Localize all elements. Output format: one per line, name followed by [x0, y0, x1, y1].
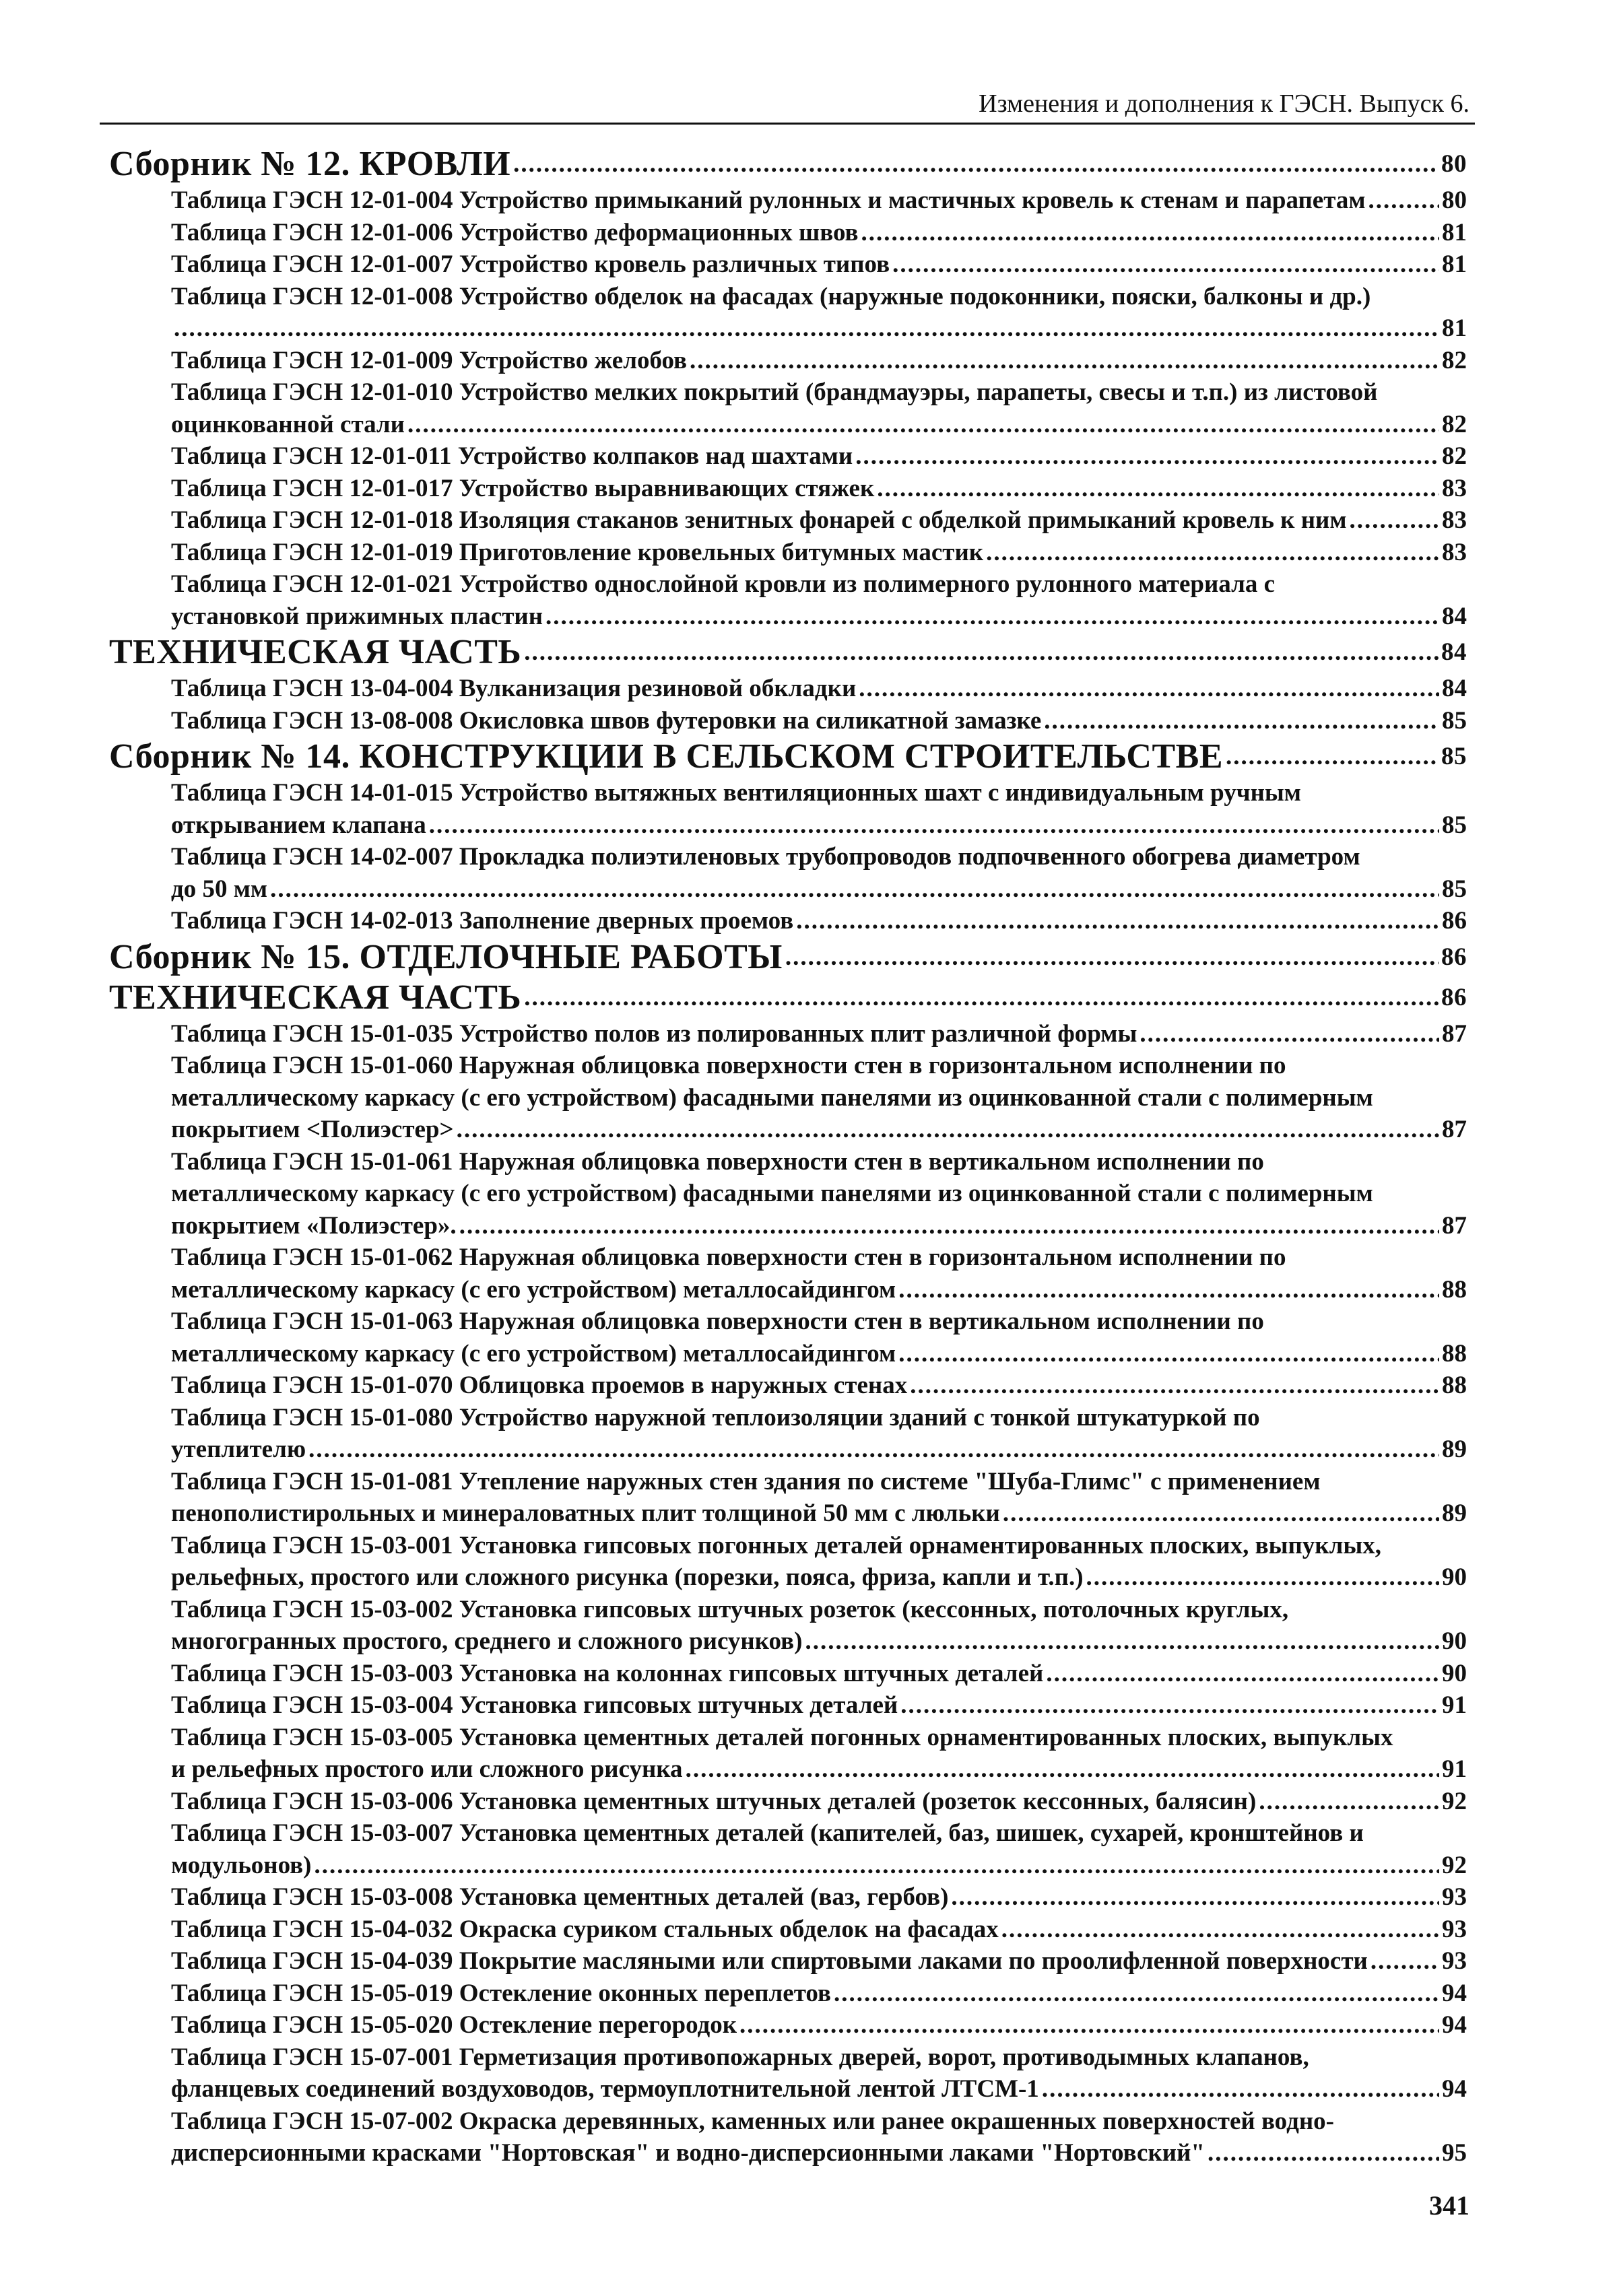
dot-leader — [1086, 1561, 1439, 1594]
toc-line-text: Таблица ГЭСН 12-01-019 Приготовление кровельных битумных мастик — [171, 538, 984, 566]
toc-page-number: 87 — [1442, 1116, 1467, 1143]
toc-line-text: Таблица ГЭСН 15-03-008 Установка цементных деталей (ваз, гербов) — [171, 1883, 949, 1911]
toc-entry — [109, 1594, 1467, 1658]
toc-line — [171, 345, 1467, 377]
toc-page-number: 91 — [1442, 1691, 1467, 1719]
toc-line — [171, 2009, 1467, 2041]
toc-page-number: 85 — [1442, 811, 1467, 839]
dot-leader — [892, 248, 1439, 281]
toc-line — [171, 905, 1467, 937]
toc-line — [171, 2105, 1467, 2138]
dot-leader — [457, 1114, 1439, 1146]
toc-line-text: оцинкованной стали — [171, 410, 405, 438]
toc-entry — [109, 905, 1467, 937]
toc-line-text: Таблица ГЭСН 15-04-039 Покрытие масляными или спиртовыми лаками по проолифленной поверхности — [171, 1947, 1368, 1975]
toc-line-text: Таблица ГЭСН 15-01-070 Облицовка проемов в наружных стенах — [171, 1372, 908, 1399]
toc-section-heading — [109, 737, 1467, 777]
toc-line — [171, 1050, 1467, 1082]
toc-line — [171, 1497, 1467, 1530]
toc-line — [171, 841, 1467, 873]
toc-page-number: 80 — [1442, 187, 1467, 214]
toc-entry — [109, 537, 1467, 569]
toc-line — [171, 2041, 1467, 2074]
dot-leader — [459, 1210, 1439, 1242]
toc-line — [171, 1914, 1467, 1946]
dot-leader — [1139, 1018, 1439, 1050]
toc-line-text: открыванием клапана — [171, 811, 426, 839]
toc-page-number: 93 — [1442, 1915, 1467, 1943]
toc-line — [171, 409, 1467, 441]
dot-leader — [524, 632, 1439, 673]
toc-page-number: 82 — [1442, 346, 1467, 374]
toc-page-number: 90 — [1442, 1627, 1467, 1655]
toc-line — [171, 537, 1467, 569]
toc-page-number: 90 — [1442, 1659, 1467, 1687]
toc-page-number: 88 — [1442, 1372, 1467, 1399]
toc-entry — [109, 1978, 1467, 2010]
toc-entry — [109, 1658, 1467, 1690]
toc-page-number: 82 — [1442, 442, 1467, 470]
dot-leader — [308, 1433, 1439, 1466]
toc-line-text: Таблица ГЭСН 12-01-006 Устройство деформационных швов — [171, 218, 859, 246]
dot-leader — [898, 1338, 1439, 1370]
toc-entry — [109, 345, 1467, 377]
dot-leader — [861, 217, 1439, 249]
dot-leader — [739, 2009, 1439, 2041]
toc-line — [109, 978, 1467, 1018]
toc-line — [171, 504, 1467, 537]
toc-page-number: 83 — [1442, 506, 1467, 534]
toc-line-text: Таблица ГЭСН 12-01-007 Устройство кровель различных типов — [171, 250, 890, 278]
toc-page-number: 90 — [1442, 1563, 1467, 1591]
dot-leader — [834, 1978, 1439, 2010]
toc-line-text: Таблица ГЭСН 15-01-080 Устройство наружной теплоизоляции зданий с тонкой штукатуркой по — [171, 1403, 1260, 1431]
toc-entry — [109, 376, 1467, 440]
toc-entry — [109, 1242, 1467, 1306]
toc-line-text: ТЕХНИЧЕСКАЯ ЧАСТЬ — [109, 633, 522, 671]
table-of-contents — [109, 144, 1467, 2169]
toc-line — [171, 1178, 1467, 1210]
toc-line-text: Таблица ГЭСН 15-03-003 Установка на колоннах гипсовых штучных деталей — [171, 1659, 1044, 1687]
toc-line-text: Таблица ГЭСН 15-03-001 Установка гипсовых погонных деталей орнаментированных плоских, выпуклых, — [171, 1531, 1382, 1559]
dot-leader — [855, 440, 1439, 473]
toc-page-number: 86 — [1441, 943, 1467, 971]
toc-line — [171, 1817, 1467, 1850]
toc-line-text: металлическому каркасу (с его устройством) металлосайдингом — [171, 1339, 896, 1368]
dot-leader — [1226, 737, 1439, 777]
toc-page-number: 93 — [1442, 1883, 1467, 1911]
dot-leader — [951, 1881, 1439, 1914]
dot-leader — [524, 978, 1439, 1018]
dot-leader — [407, 409, 1439, 441]
toc-line-text: Таблица ГЭСН 15-01-081 Утепление наружных стен здания по системе "Шуба-Глимс" с применением — [171, 1467, 1321, 1495]
toc-line — [171, 1945, 1467, 1978]
toc-page-number: 84 — [1442, 675, 1467, 702]
dot-leader — [690, 345, 1439, 377]
toc-page-number: 84 — [1442, 602, 1467, 630]
toc-line-text: Сборник № 15. ОТДЕЛОЧНЫЕ РАБОТЫ — [109, 937, 783, 976]
toc-entry — [109, 1881, 1467, 1914]
dot-leader — [1368, 184, 1439, 217]
toc-line-text: Таблица ГЭСН 15-07-001 Герметизация противопожарных дверей, ворот, противодымных клапанов, — [171, 2043, 1309, 2071]
toc-line-text: рельефных, простого или сложного рисунка (порезки, пояса, фриза, капли и т.п.) — [171, 1563, 1084, 1591]
toc-line-text: Сборник № 14. КОНСТРУКЦИИ В СЕЛЬСКОМ СТРОИТЕЛЬСТВЕ — [109, 737, 1224, 776]
toc-line — [171, 2073, 1467, 2105]
toc-line-text: Сборник № 12. КРОВЛИ — [109, 145, 511, 183]
toc-entry — [109, 1914, 1467, 1946]
toc-line — [171, 1210, 1467, 1242]
toc-entry — [109, 1945, 1467, 1978]
toc-line-text: Таблица ГЭСН 15-01-035 Устройство полов из полированных плит различной формы — [171, 1019, 1137, 1048]
toc-line — [171, 1753, 1467, 1786]
toc-line-text: и рельефных простого или сложного рисунка — [171, 1755, 683, 1783]
toc-entry — [109, 1786, 1467, 1818]
header-rule — [100, 123, 1475, 125]
toc-entry — [109, 1466, 1467, 1530]
toc-line — [171, 1786, 1467, 1818]
toc-entry — [109, 1146, 1467, 1242]
toc-line-text: Таблица ГЭСН 15-01-061 Наружная облицовка поверхности стен в вертикальном исполнении по — [171, 1147, 1264, 1176]
toc-line — [171, 1689, 1467, 1722]
toc-line-text: Таблица ГЭСН 15-05-019 Остекление оконных переплетов — [171, 1979, 831, 2007]
toc-section-heading — [109, 144, 1467, 184]
toc-line-text: модульонов) — [171, 1851, 312, 1879]
toc-line-text: Таблица ГЭСН 14-02-013 Заполнение дверных проемов — [171, 907, 794, 935]
toc-page-number: 81 — [1442, 218, 1467, 246]
toc-page-number: 82 — [1442, 410, 1467, 438]
dot-leader — [1350, 504, 1439, 537]
dot-leader — [805, 1625, 1439, 1658]
toc-line-text: Таблица ГЭСН 14-02-007 Прокладка полиэтиленовых трубопроводов подпочвенного обогрева диаметром — [171, 843, 1360, 871]
toc-page-number: 86 — [1442, 907, 1467, 935]
toc-line — [171, 1338, 1467, 1370]
toc-line-text: Таблица ГЭСН 14-01-015 Устройство вытяжных вентиляционных шахт с индивидуальным ручным — [171, 779, 1301, 807]
dot-leader — [174, 312, 1439, 345]
dot-leader — [686, 1753, 1439, 1786]
toc-line — [171, 1402, 1467, 1434]
toc-line — [171, 281, 1467, 313]
toc-line-text: Таблица ГЭСН 15-01-060 Наружная облицовка поверхности стен в горизонтальном исполнении по — [171, 1052, 1286, 1079]
toc-line-text: Таблица ГЭСН 13-04-004 Вулканизация резиновой обкладки — [171, 675, 857, 702]
dot-leader — [1370, 1945, 1439, 1978]
toc-line — [171, 1274, 1467, 1306]
toc-line — [171, 809, 1467, 842]
toc-entry — [109, 1370, 1467, 1402]
toc-line — [171, 601, 1467, 633]
dot-leader — [796, 905, 1439, 937]
toc-page-number: 85 — [1442, 875, 1467, 903]
toc-entry — [109, 1722, 1467, 1786]
toc-page-number: 95 — [1442, 2139, 1467, 2167]
toc-line-text: Таблица ГЭСН 15-07-002 Окраска деревянных, каменных или ранее окрашенных поверхностей водно- — [171, 2107, 1334, 2135]
toc-entry — [109, 184, 1467, 217]
dot-leader — [513, 144, 1439, 184]
toc-page-number: 94 — [1442, 1979, 1467, 2007]
toc-line — [171, 1082, 1467, 1114]
dot-leader — [1003, 1497, 1439, 1530]
toc-page-number: 94 — [1442, 2075, 1467, 2103]
toc-line — [171, 1625, 1467, 1658]
toc-line — [171, 568, 1467, 601]
toc-line — [109, 937, 1467, 978]
toc-line — [171, 2137, 1467, 2169]
toc-page-number: 89 — [1442, 1499, 1467, 1527]
toc-line-text: металлическому каркасу (с его устройством) фасадными панелями из оцинкованной стали с полимерным — [171, 1180, 1373, 1207]
toc-section-heading — [109, 937, 1467, 978]
dot-leader — [1259, 1786, 1439, 1818]
toc-page-number: 86 — [1441, 983, 1467, 1011]
toc-line-text: Таблица ГЭСН 12-01-010 Устройство мелких покрытий (брандмауэры, парапеты, свесы и т.п.) из листовой — [171, 378, 1378, 406]
toc-line-text: многогранных простого, среднего и сложного рисунков) — [171, 1627, 803, 1655]
dot-leader — [900, 1689, 1439, 1722]
toc-line-text: до 50 мм — [171, 875, 268, 903]
dot-leader — [270, 873, 1439, 906]
toc-line-text: утеплителю — [171, 1436, 306, 1463]
toc-line-text: Таблица ГЭСН 15-03-002 Установка гипсовых штучных розеток (кессонных, потолочных круглых, — [171, 1595, 1289, 1623]
toc-entry — [109, 673, 1467, 705]
dot-leader — [1046, 1658, 1439, 1690]
toc-entry — [109, 568, 1467, 632]
toc-line-text: Таблица ГЭСН 15-03-006 Установка цементных штучных деталей (розеток кессонных, балясин) — [171, 1787, 1257, 1815]
toc-line — [109, 632, 1467, 673]
toc-line — [171, 1561, 1467, 1594]
toc-line — [171, 1881, 1467, 1914]
running-header: Изменения и дополнения к ГЭСН. Выпуск 6. — [979, 90, 1469, 118]
toc-entry — [109, 504, 1467, 537]
toc-entry — [109, 1530, 1467, 1594]
toc-line-text: Таблица ГЭСН 12-01-004 Устройство примыканий рулонных и мастичных кровель к стенам и парапетам — [171, 187, 1366, 214]
toc-line-text: фланцевых соединений воздуховодов, термоуплотнительной лентой ЛТСМ-1 — [171, 2075, 1039, 2103]
toc-line — [171, 1114, 1467, 1146]
toc-line — [109, 144, 1467, 184]
toc-line-text: металлическому каркасу (с его устройством) фасадными панелями из оцинкованной стали с полимерным — [171, 1083, 1373, 1112]
toc-page-number: 84 — [1441, 638, 1467, 666]
dot-leader — [429, 809, 1439, 842]
toc-entry — [109, 777, 1467, 841]
toc-line-text: Таблица ГЭСН 12-01-018 Изоляция стаканов зенитных фонарей с обделкой примыканий кровель к ним — [171, 506, 1347, 534]
toc-line — [171, 376, 1467, 409]
toc-line — [171, 1530, 1467, 1562]
dot-leader — [314, 1850, 1439, 1882]
toc-page-number: 85 — [1442, 706, 1467, 735]
toc-line — [171, 217, 1467, 249]
toc-line — [171, 1018, 1467, 1050]
toc-entry — [109, 2105, 1467, 2169]
toc-line — [171, 1594, 1467, 1626]
toc-line-text: Таблица ГЭСН 15-03-005 Установка цементных деталей погонных орнаментированных плоских, выпуклых — [171, 1723, 1393, 1751]
toc-line-text: Таблица ГЭСН 13-08-008 Окисловка швов футеровки на силикатной замазке — [171, 706, 1042, 735]
toc-page-number: 91 — [1442, 1755, 1467, 1783]
toc-entry — [109, 248, 1467, 281]
toc-line-text: металлическому каркасу (с его устройством) металлосайдингом — [171, 1275, 896, 1304]
toc-line — [171, 312, 1467, 345]
dot-leader — [898, 1274, 1439, 1306]
toc-line — [171, 473, 1467, 505]
toc-line — [171, 248, 1467, 281]
toc-entry — [109, 440, 1467, 473]
toc-entry — [109, 473, 1467, 505]
toc-line — [171, 1850, 1467, 1882]
toc-line-text: Таблица ГЭСН 15-03-007 Установка цементных деталей (капителей, баз, шишек, сухарей, кронштейнов и — [171, 1819, 1364, 1847]
toc-line-text: Таблица ГЭСН 15-01-062 Наружная облицовка поверхности стен в горизонтальном исполнении по — [171, 1244, 1286, 1271]
toc-page-number: 81 — [1442, 314, 1467, 342]
toc-line-text: Таблица ГЭСН 15-01-063 Наружная облицовка поверхности стен в вертикальном исполнении по — [171, 1308, 1264, 1335]
toc-line-text: Таблица ГЭСН 12-01-011 Устройство колпаков над шахтами — [171, 442, 853, 470]
toc-page-number: 83 — [1442, 538, 1467, 566]
toc-entry — [109, 1050, 1467, 1146]
toc-line — [171, 1242, 1467, 1274]
toc-line — [171, 184, 1467, 217]
toc-line-text: Таблица ГЭСН 12-01-009 Устройство желобов — [171, 346, 688, 374]
dot-leader — [859, 673, 1439, 705]
toc-entry — [109, 1018, 1467, 1050]
page-number: 341 — [1429, 2190, 1469, 2221]
toc-line — [171, 1978, 1467, 2010]
toc-line-text: Таблица ГЭСН 15-04-032 Окраска суриком стальных обделок на фасадах — [171, 1915, 999, 1943]
toc-entry — [109, 2009, 1467, 2041]
toc-entry — [109, 1306, 1467, 1370]
toc-page-number: 93 — [1442, 1947, 1467, 1975]
toc-line-text: пенополистирольных и минераловатных плит толщиной 50 мм с люльки — [171, 1499, 1000, 1527]
toc-page-number: 87 — [1442, 1019, 1467, 1048]
toc-line-text: покрытием <Полиэстер> — [171, 1116, 454, 1143]
toc-line — [171, 1146, 1467, 1178]
toc-page-number: 87 — [1442, 1211, 1467, 1240]
toc-section-heading — [109, 632, 1467, 673]
toc-page-number: 88 — [1442, 1339, 1467, 1368]
dot-leader — [785, 937, 1439, 978]
dot-leader — [986, 537, 1439, 569]
toc-section-heading — [109, 978, 1467, 1018]
toc-entry — [109, 2041, 1467, 2105]
toc-page-number: 85 — [1441, 743, 1467, 770]
toc-page-number: 92 — [1442, 1787, 1467, 1815]
toc-line — [171, 777, 1467, 809]
toc-entry — [109, 217, 1467, 249]
toc-line — [171, 705, 1467, 737]
toc-page-number: 89 — [1442, 1436, 1467, 1463]
toc-page-number: 88 — [1442, 1275, 1467, 1304]
dot-leader — [546, 601, 1439, 633]
toc-line-text: Таблица ГЭСН 12-01-017 Устройство выравнивающих стяжек — [171, 474, 875, 502]
toc-entry — [109, 1817, 1467, 1881]
toc-entry — [109, 1402, 1467, 1466]
toc-entry — [109, 1689, 1467, 1722]
toc-entry — [109, 705, 1467, 737]
toc-line — [109, 737, 1467, 777]
toc-line-text: Таблица ГЭСН 15-05-020 Остекление перегородок — [171, 2011, 737, 2039]
dot-leader — [877, 473, 1439, 505]
toc-page-number: 83 — [1442, 474, 1467, 502]
toc-line — [171, 673, 1467, 705]
dot-leader — [1042, 2073, 1439, 2105]
toc-line-text: установкой прижимных пластин — [171, 602, 543, 630]
toc-line-text: Таблица ГЭСН 15-03-004 Установка гипсовых штучных деталей — [171, 1691, 898, 1719]
toc-line-text: Таблица ГЭСН 12-01-021 Устройство однослойной кровли из полимерного рулонного материала с — [171, 570, 1276, 598]
toc-line-text: дисперсионными красками "Нортовская" и водно-дисперсионными лаками "Нортовский" — [171, 2139, 1205, 2167]
toc-line — [171, 1658, 1467, 1690]
toc-line — [171, 1466, 1467, 1498]
toc-line — [171, 1433, 1467, 1466]
toc-line-text: Таблица ГЭСН 12-01-008 Устройство обделок на фасадах (наружные подоконники, пояски, балконы и др.) — [171, 282, 1371, 310]
toc-line — [171, 1722, 1467, 1754]
toc-entry — [109, 841, 1467, 905]
dot-leader — [1044, 705, 1439, 737]
toc-line — [171, 1306, 1467, 1338]
toc-line — [171, 1370, 1467, 1402]
dot-leader — [1208, 2137, 1439, 2169]
toc-entry — [109, 281, 1467, 345]
toc-line-text: ТЕХНИЧЕСКАЯ ЧАСТЬ — [109, 978, 522, 1017]
toc-page-number: 81 — [1442, 250, 1467, 278]
toc-page-number: 80 — [1441, 150, 1467, 178]
toc-page-number: 92 — [1442, 1851, 1467, 1879]
toc-page-number: 94 — [1442, 2011, 1467, 2039]
toc-line — [171, 440, 1467, 473]
toc-line — [171, 873, 1467, 906]
dot-leader — [1001, 1914, 1439, 1946]
dot-leader — [910, 1370, 1439, 1402]
toc-line-text: покрытием «Полиэстер». — [171, 1211, 457, 1240]
